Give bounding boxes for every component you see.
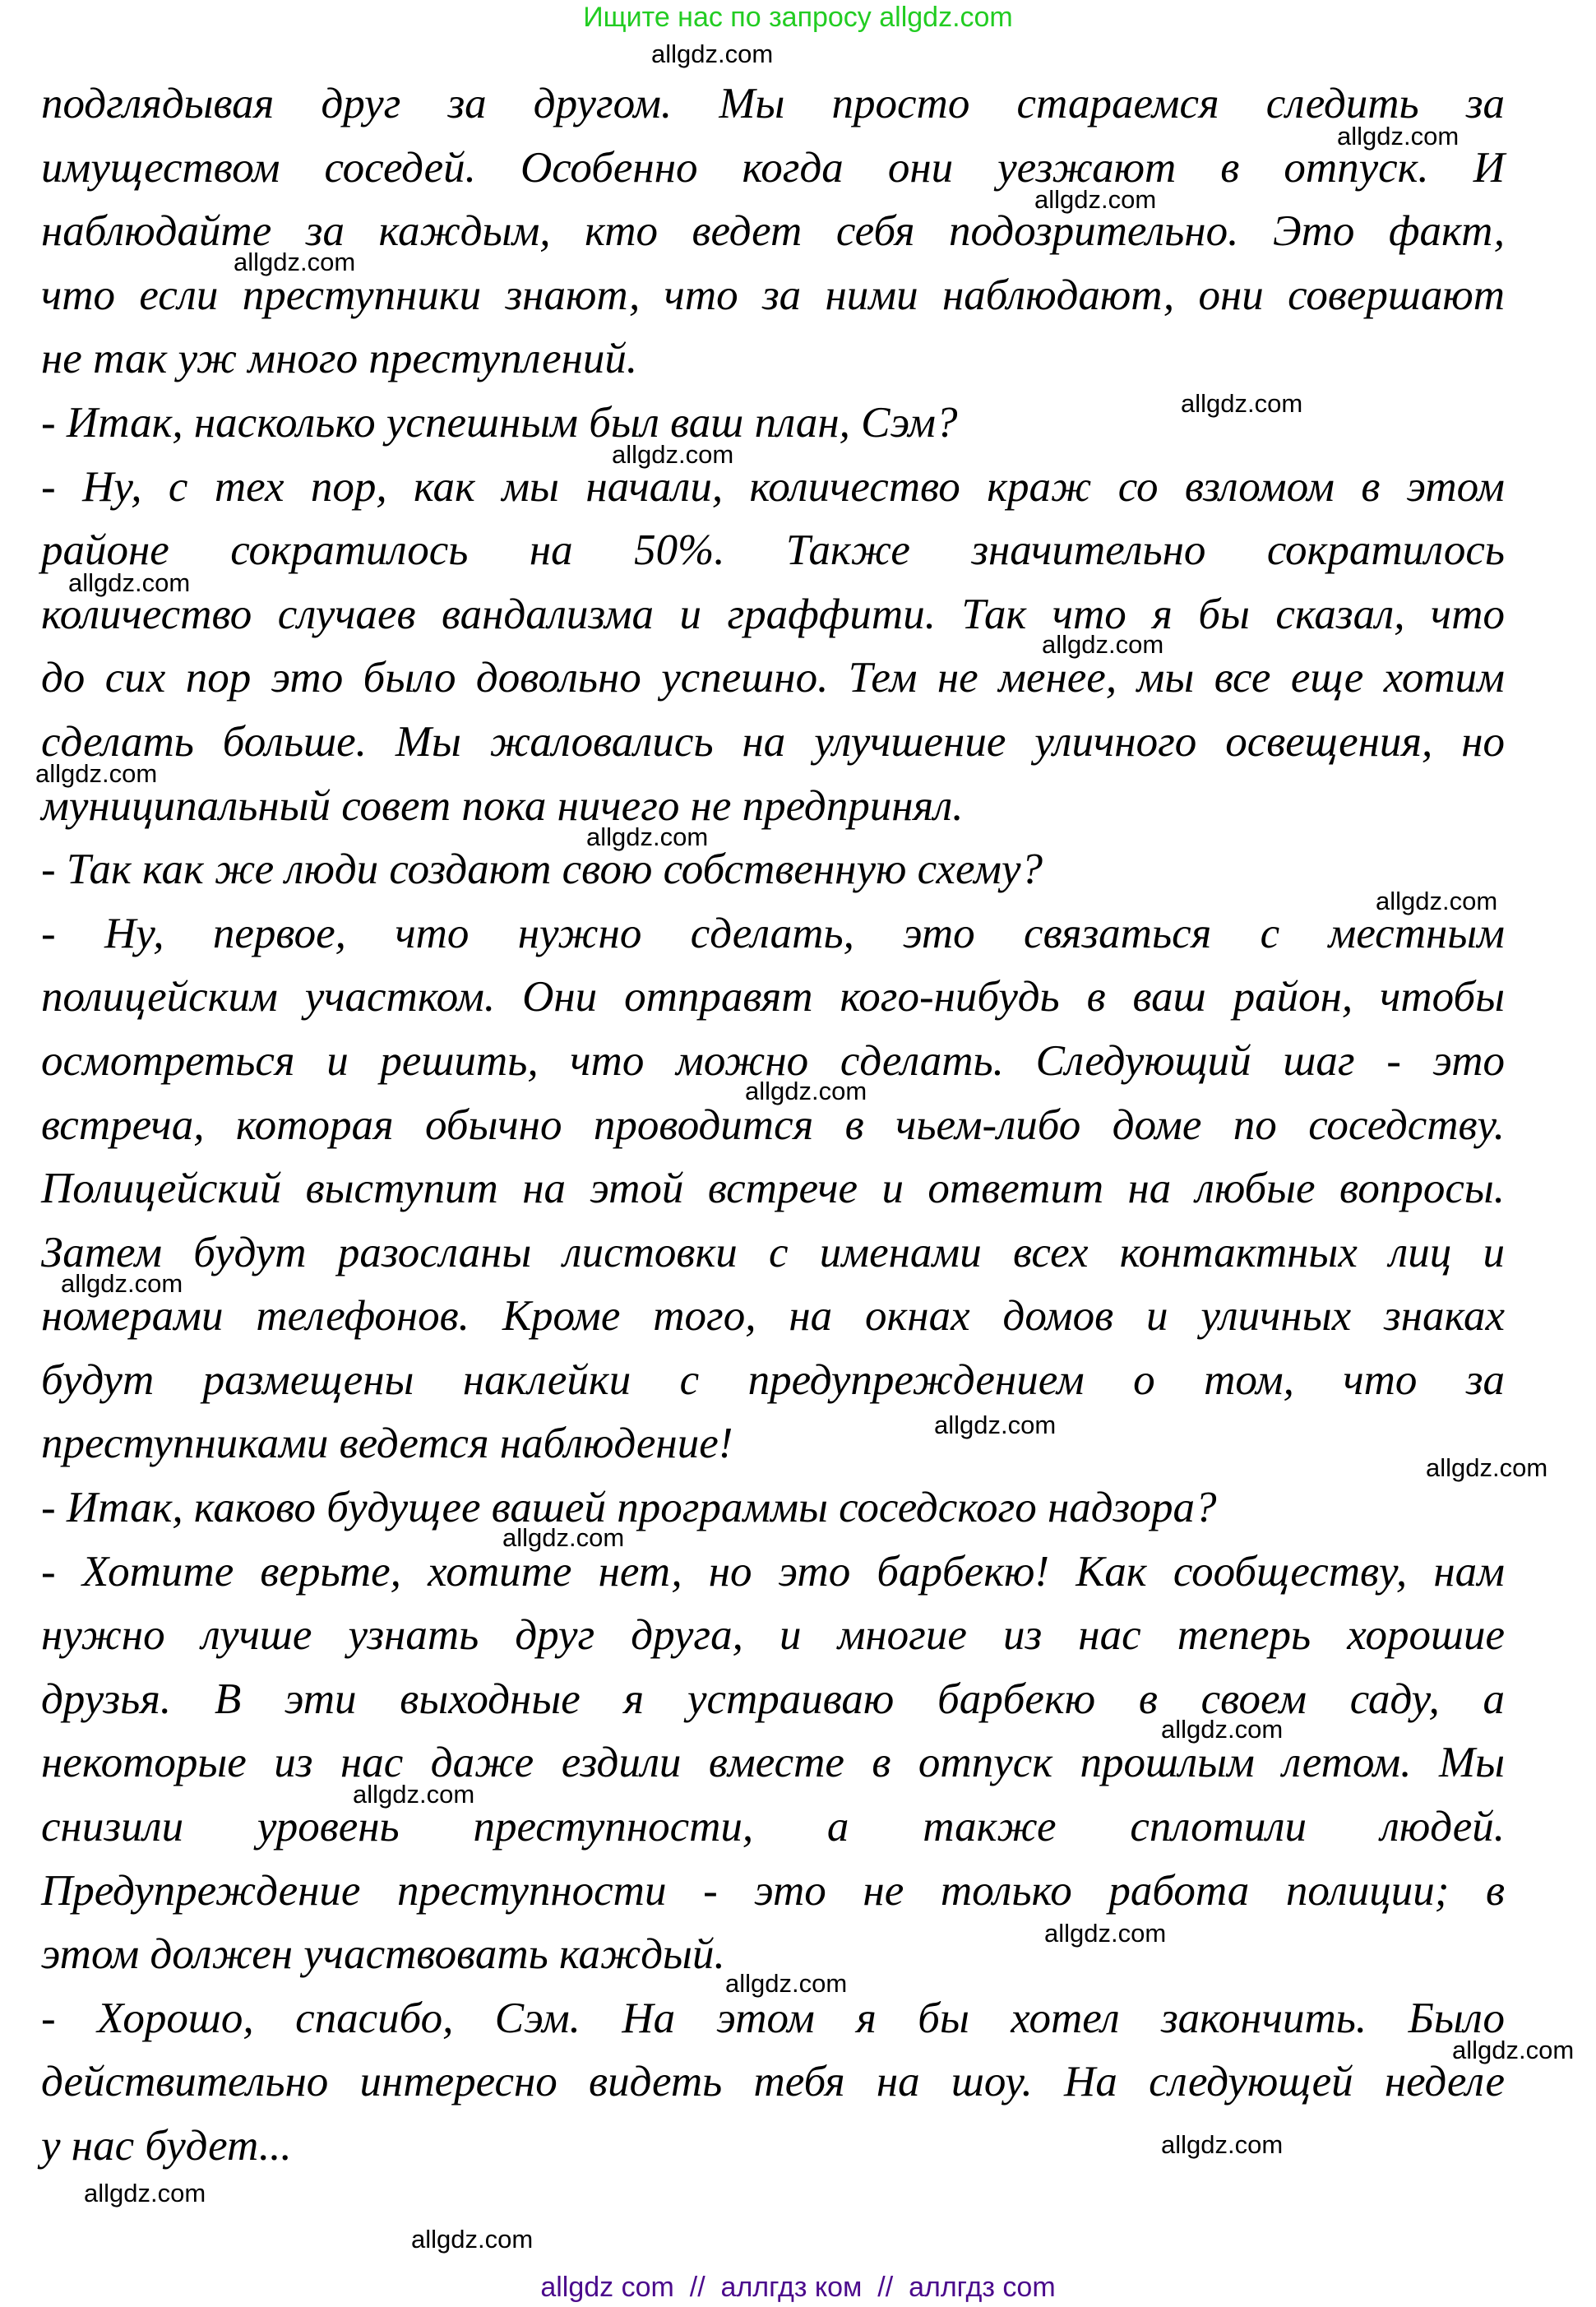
watermark: allgdz.com: [745, 1077, 867, 1105]
text-line: имуществом соседей. Особенно когда они уезжают в отпуск. И: [41, 143, 1505, 192]
watermark: allgdz.com: [84, 2179, 206, 2207]
text-line: до сих пор это было довольно успешно. Тем не менее, мы все еще хотим: [41, 654, 1505, 702]
watermark: allgdz.com: [1181, 389, 1303, 418]
text-line: - Итак, насколько успешным был ваш план, Сэм?: [41, 398, 958, 447]
watermark: allgdz.com: [502, 1523, 625, 1552]
text-line: некоторые из нас даже ездили вместе в отпуск прошлым летом. Мы: [41, 1739, 1505, 1787]
text-line: нужно лучше узнать друг друга, и многие из нас теперь хорошие: [41, 1611, 1505, 1660]
text-line: муниципальный совет пока ничего не предпринял.: [41, 781, 964, 830]
text-line: будут размещены наклейки с предупреждением о том, что за: [41, 1355, 1505, 1404]
watermark: allgdz.com: [1042, 630, 1164, 659]
watermark: allgdz.com: [353, 1780, 475, 1809]
footer-links: allgdz com // аллгдз ком // аллгдз com: [540, 2272, 1056, 2303]
text-line: сделать больше. Мы жаловались на улучшение уличного освещения, но: [41, 717, 1505, 766]
text-line: преступниками ведется наблюдение!: [41, 1420, 733, 1468]
watermark: allgdz.com: [1044, 1919, 1167, 1948]
watermark: allgdz.com: [1426, 1453, 1548, 1482]
watermark: allgdz.com: [1161, 2130, 1284, 2159]
watermark: allgdz.com: [234, 248, 356, 276]
text-line: - Хорошо, спасибо, Сэм. На этом я бы хотел закончить. Было: [41, 1994, 1505, 2042]
text-line: - Итак, каково будущее вашей программы соседского надзора?: [41, 1484, 1217, 1532]
text-line: районе сократилось на 50%. Также значительно сократилось: [41, 526, 1505, 575]
text-line: Предупреждение преступности - это не только работа полиции; в: [41, 1866, 1505, 1915]
text-line: наблюдайте за каждым, кто ведет себя подозрительно. Это факт,: [41, 207, 1505, 256]
text-line: - Ну, первое, что нужно сделать, это связаться с местным: [41, 909, 1505, 957]
text-line: друзья. В эти выходные я устраиваю барбекю в своем саду, а: [41, 1675, 1505, 1723]
watermark: allgdz.com: [61, 1269, 183, 1298]
text-line: Затем будут разосланы листовки с именами всех контактных лиц и: [41, 1228, 1505, 1276]
text-line: - Так как же люди создают свою собственную схему?: [41, 845, 1043, 894]
watermark: allgdz.com: [612, 440, 734, 469]
text-line: не так уж много преступлений.: [41, 335, 638, 383]
watermark: allgdz.com: [1161, 1715, 1284, 1744]
watermark: allgdz.com: [934, 1411, 1057, 1439]
watermark: allgdz.com: [35, 759, 158, 788]
search-hint-banner: Ищите нас по запросу allgdz.com: [583, 2, 1013, 33]
text-line: - Ну, с тех пор, как мы начали, количество краж со взломом в этом: [41, 462, 1505, 511]
text-line: у нас будет...: [41, 2122, 292, 2170]
text-line: этом должен участвовать каждый.: [41, 1930, 725, 1979]
text-line: - Хотите верьте, хотите нет, но это барбекю! Как сообществу, нам: [41, 1547, 1505, 1596]
watermark: allgdz.com: [68, 568, 191, 597]
text-line: действительно интересно видеть тебя на шоу. На следующей неделе: [41, 2058, 1505, 2106]
text-line: полицейским участком. Они отправят кого-нибудь в ваш район, чтобы: [41, 973, 1505, 1021]
watermark: allgdz.com: [1337, 122, 1460, 151]
text-line: что если преступники знают, что за ними наблюдают, они совершают: [41, 271, 1505, 319]
text-line: количество случаев вандализма и граффити. Так что я бы сказал, что: [41, 590, 1505, 638]
watermark: allgdz.com: [1376, 887, 1498, 915]
text-line: подглядывая друг за другом. Мы просто стараемся следить за: [41, 80, 1505, 127]
text-line: номерами телефонов. Кроме того, на окнах домов и уличных знаках: [41, 1292, 1505, 1341]
text-line: встреча, которая обычно проводится в чьем-либо доме по соседству.: [41, 1100, 1505, 1149]
watermark: allgdz.com: [586, 822, 709, 851]
watermark: allgdz.com: [1034, 185, 1157, 214]
text-line: осмотреться и решить, что можно сделать. Следующий шаг - это: [41, 1036, 1505, 1085]
watermark: allgdz.com: [411, 2225, 534, 2254]
watermark: allgdz.com: [725, 1969, 848, 1998]
watermark: allgdz.com: [651, 39, 774, 68]
text-line: снизили уровень преступности, а также сплотили людей.: [41, 1803, 1505, 1851]
watermark: allgdz.com: [1452, 2036, 1575, 2064]
text-line: Полицейский выступит на этой встрече и ответит на любые вопросы.: [41, 1165, 1505, 1213]
